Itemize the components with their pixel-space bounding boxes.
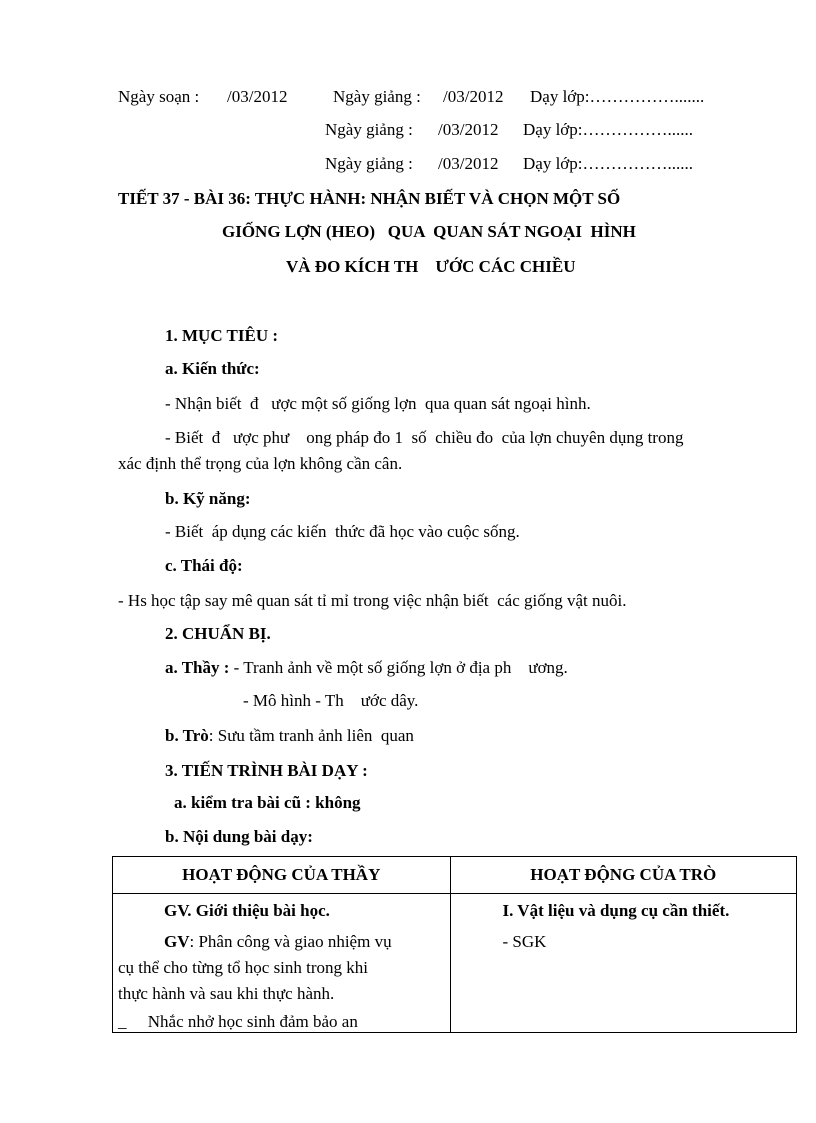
subsection-kiem-tra: a. kiểm tra bài cũ : không <box>174 793 361 812</box>
ngay-soan-date: /03/2012 <box>227 87 288 106</box>
cell-line: thực hành và sau khi thực hành. <box>118 984 335 1003</box>
gv-text: : Phân công và giao nhiệm vụ <box>189 932 392 951</box>
gv-label: GV <box>164 932 190 951</box>
tro-label: b. Trò <box>165 726 209 745</box>
table-header-thay: HOẠT ĐỘNG CỦA THẦY <box>113 857 451 894</box>
table-cell-tro <box>450 894 797 1033</box>
thay-text: - Tranh ảnh về một số giống lợn ở địa ph ương. <box>229 658 568 677</box>
cell-line: GV. Giới thiệu bài học. <box>164 901 330 920</box>
cell-line <box>164 931 392 953</box>
table-cell-thay <box>113 894 451 1033</box>
subsection-ky-nang: b. Kỹ năng: <box>165 489 251 508</box>
ngay-giang-label: Ngày giảng : <box>325 154 413 173</box>
subsection-thai-do: c. Thái độ: <box>165 556 243 575</box>
thay-label: a. Thầy : <box>165 658 230 677</box>
day-lop: Dạy lớp:……………....... <box>530 87 705 106</box>
activity-table <box>112 856 797 1033</box>
paragraph: xác định thể trọng của lợn không cần cân. <box>118 454 403 473</box>
cell-line: - SGK <box>502 932 547 951</box>
paragraph: - Hs học tập say mê quan sát tỉ mỉ trong việc nhận biết các giống vật nuôi. <box>118 591 627 610</box>
section-tien-trinh: 3. TIẾN TRÌNH BÀI DẠY : <box>165 761 368 780</box>
cell-line: _ Nhắc nhở học sinh đảm bảo an <box>118 1012 358 1031</box>
paragraph-tro <box>165 725 414 747</box>
cell-line: cụ thể cho từng tổ học sinh trong khi <box>118 958 369 977</box>
ngay-soan-label: Ngày soạn : <box>118 87 200 106</box>
section-muc-tieu: 1. MỤC TIÊU : <box>165 326 279 345</box>
section-chuan-bi: 2. CHUẨN BỊ. <box>165 624 271 643</box>
subsection-noi-dung: b. Nội dung bài dạy: <box>165 827 313 846</box>
ngay-giang-label: Ngày giảng : <box>325 120 413 139</box>
cell-line: I. Vật liệu và dụng cụ cần thiết. <box>502 901 730 920</box>
paragraph: - Biết áp dụng các kiến thức đã học vào cuộc sống. <box>165 522 520 541</box>
ngay-giang-label: Ngày giảng : <box>333 87 421 106</box>
paragraph: - Mô hình - Th ước dây. <box>243 691 419 710</box>
tro-text: : Sưu tầm tranh ảnh liên quan <box>208 726 414 745</box>
lesson-title-line-1: TIẾT 37 - BÀI 36: THỰC HÀNH: NHẬN BIẾT VÀ CHỌN MỘT SỐ <box>118 189 621 208</box>
paragraph-thay <box>165 657 568 679</box>
day-lop: Dạy lớp:……………...... <box>523 154 694 173</box>
lesson-title-line-3: VÀ ĐO KÍCH TH ƯỚC CÁC CHIỀU <box>286 257 576 276</box>
table-header-tro: HOẠT ĐỘNG CỦA TRÒ <box>450 857 797 894</box>
paragraph: - Nhận biết đ ược một số giống lợn qua quan sát ngoại hình. <box>165 394 591 413</box>
lesson-title-line-2: GIỐNG LỢN (HEO) QUA QUAN SÁT NGOẠI HÌNH <box>222 222 636 241</box>
subsection-kien-thuc: a. Kiến thức: <box>165 359 260 378</box>
ngay-giang-date: /03/2012 <box>438 120 499 139</box>
day-lop: Dạy lớp:……………...... <box>523 120 694 139</box>
ngay-giang-date: /03/2012 <box>438 154 499 173</box>
ngay-giang-date: /03/2012 <box>443 87 504 106</box>
paragraph: - Biết đ ược phư ong pháp đo 1 số chiều đo của lợn chuyên dụng trong <box>165 428 684 447</box>
